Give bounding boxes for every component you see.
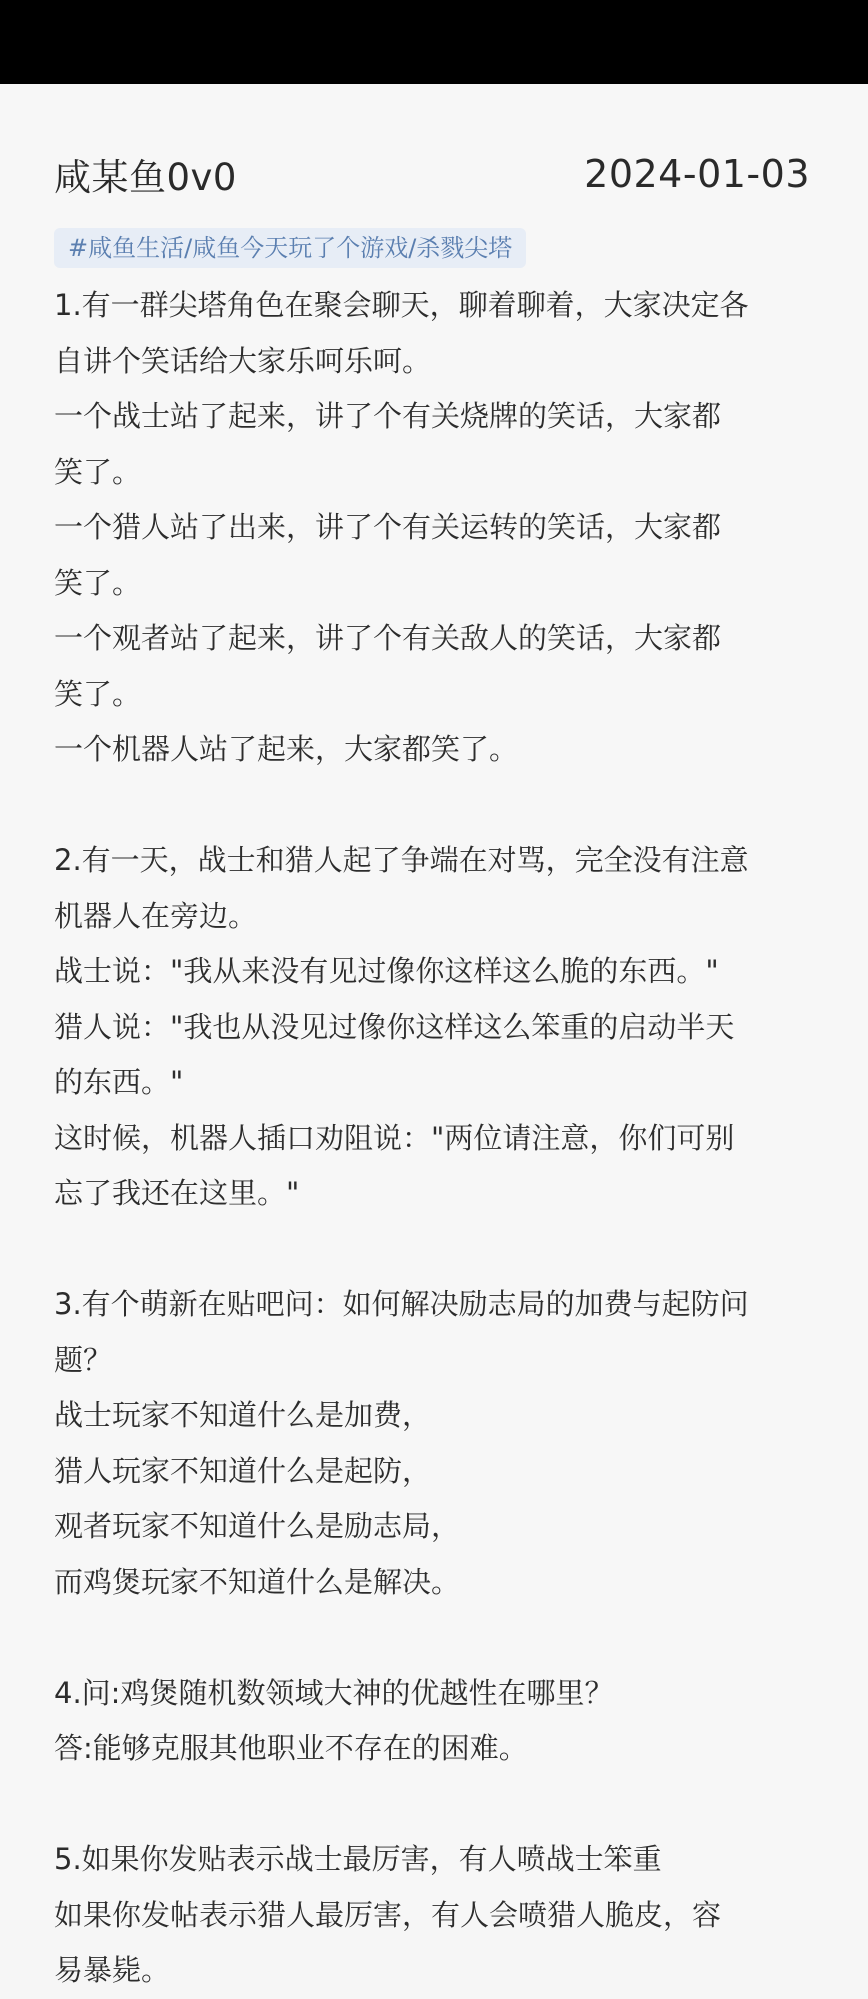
topic-tag[interactable]: #咸鱼生活/咸鱼今天玩了个游戏/杀戮尖塔 (54, 228, 526, 268)
body-line (54, 1777, 816, 1833)
body-line: 猎人玩家不知道什么是起防， (54, 1453, 432, 1488)
body-line: 战士玩家不知道什么是加费， (54, 1398, 432, 1432)
body-line: 而鸡煲玩家不知道什么是解决。 (54, 1564, 461, 1599)
body-line: 一个观者站了起来，讲了个有关敌人的笑话，大家都 (54, 621, 722, 655)
body-line: 笑了。 (54, 676, 142, 711)
body-line: 一个机器人站了起来，大家都笑了。 (54, 732, 519, 766)
body-line: 机器人在旁边。 (54, 898, 258, 933)
body-line: 5.如果你发贴表示战士最厉害，有人喷战士笨重 (54, 1842, 662, 1876)
body-line: 答:能够克服其他职业不存在的困难。 (54, 1731, 528, 1765)
body-line (54, 778, 816, 834)
body-line: 忘了我还在这里。" (54, 1176, 300, 1210)
body-line: 笑了。 (54, 454, 142, 489)
post-page (0, 84, 868, 1987)
body-line: 的东西。" (54, 1065, 184, 1099)
body-line: 猎人说："我也从没见过像你这样这么笨重的启动半天 (54, 1009, 735, 1044)
body-line: 战士说："我从来没有见过像你这样这么脆的东西。" (54, 954, 719, 988)
post-body (54, 278, 816, 1999)
body-line (54, 1610, 816, 1666)
body-line: 1.有一群尖塔角色在聚会聊天，聊着聊着，大家决定各 (54, 288, 749, 322)
body-line: 3.有个萌新在贴吧问：如何解决励志局的加费与起防问 (54, 1287, 749, 1321)
body-line: 观者玩家不知道什么是励志局， (54, 1509, 461, 1543)
body-line: 4.问:鸡煲随机数领域大神的优越性在哪里？ (54, 1675, 614, 1710)
body-line: 自讲个笑话给大家乐呵乐呵。 (54, 343, 432, 378)
body-line: 如果你发帖表示猎人最厉害，有人会喷猎人脆皮，容 (54, 1897, 722, 1932)
body-line (54, 1222, 816, 1278)
body-line: 一个猎人站了出来，讲了个有关运转的笑话，大家都 (54, 510, 722, 544)
body-line: 2.有一天，战士和猎人起了争端在对骂，完全没有注意 (54, 843, 749, 877)
body-line: 笑了。 (54, 565, 142, 600)
author-name[interactable]: 咸某鱼0v0 (54, 156, 237, 199)
body-line: 这时候，机器人插口劝阻说："两位请注意，你们可别 (54, 1120, 735, 1155)
body-line: 一个战士站了起来，讲了个有关烧牌的笑话，大家都 (54, 399, 722, 433)
body-line: 易暴毙。 (54, 1953, 171, 1987)
body-line: 题？ (54, 1342, 113, 1377)
status-bar (0, 0, 868, 84)
post-header (54, 144, 810, 204)
post-date: 2024-01-03 (584, 152, 810, 196)
